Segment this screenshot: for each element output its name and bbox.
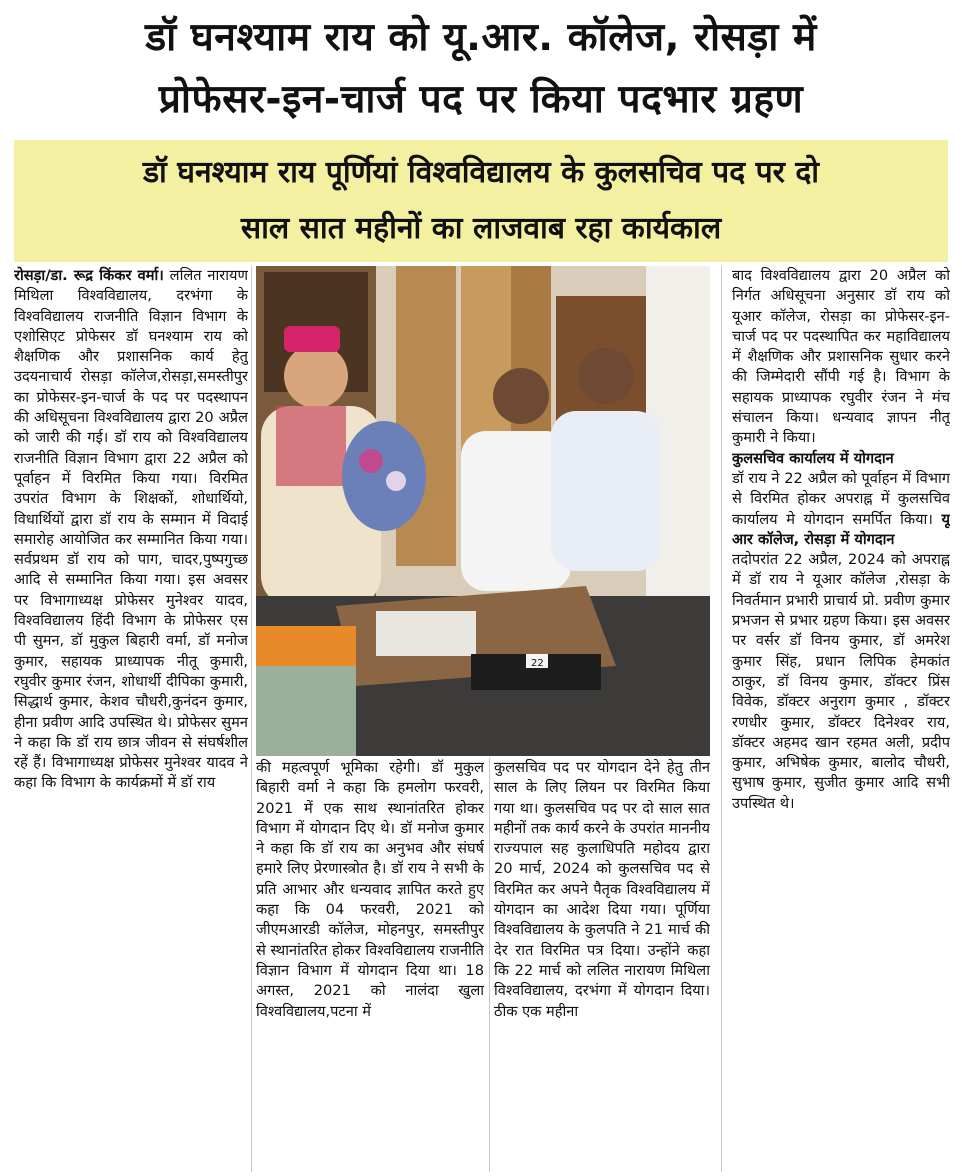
headline-line-1: डॉ घनश्याम राय को यू.आर. कॉलेज, रोसड़ा में <box>145 15 817 60</box>
column-4-end: तदोपरांत 22 अप्रैल, 2024 को अपराह्न में डॉ राय ने यूआर कॉलेज ,रोसड़ा के निवर्तमान प्रभारी प्राचार्य प्रो. प्रवीण कुमार प्रभजन से प्रभार ग्रहण किया। इस अवसर पर वर्सर डॉ विनय कुमार, डॉ अमरेश कुमार सिंह, प्रधान लिपिक हेमकांत ठाकुर, डॉ विनय कुमार, डॉक्टर प्रिंस विवेक, डॉक्टर अनुराग कुमार , डॉक्टर रणधीर कुमार, डॉक्टर दिनेश्वर राय, डॉक्टर अहमद खान रहमत अली, प्रदीप कुमार, अभिषेक कुमार, बालोद चौधरी, सुभाष कुमार, सुजीत कुमार आदि सभी उपस्थित थे। <box>732 551 950 812</box>
column-divider <box>489 758 490 1172</box>
subheadline-line-2: साल सात महीनों का लाजवाब रहा कार्यकाल <box>240 211 722 246</box>
headline-line-2: प्रोफेसर-इन-चार्ज पद पर किया पदभार ग्रहण <box>158 77 804 122</box>
photo-illustration <box>256 266 710 756</box>
column-3-text: कुलसचिव पद पर योगदान देने हेतु तीन साल के लिए लियन पर विरमित किया गया था। कुलसचिव पद पर दो साल सात महीनों तक कार्य करने के उपरांत माननीय राज्यपाल सह कुलाधिपति महोदय द्वारा 20 मार्च, 2024 को कुलसचिव पद से विरमित कर अपने पैतृक विश्वविद्यालय में योगदान का आदेश दिया गया। पूर्णिया विश्वविद्यालय के कुलपति ने 21 मार्च की देर रात विरमित पत्र दिया। उन्होंने कहा कि 22 मार्च को ललित नारायण मिथिला विश्वविद्यालय, दरभंगा में योगदान दिया। ठीक एक महीना <box>494 759 710 1020</box>
article-column-3 <box>494 758 710 1172</box>
subhead-ur-college: यू आर कॉलेज, रोसड़ा में योगदान <box>732 510 950 548</box>
article-column-4 <box>732 266 950 1172</box>
column-4-intro: बाद विश्वविद्यालय द्वारा 20 अप्रैल को निर्गत अधिसूचना अनुसार डॉ राय को यूआर कॉलेज, रोसड़ा का प्रोफेसर-इन-चार्ज पद पर पदस्थापित कर महाविद्यालय में शैक्षणिक और प्रशासनिक सुधार करने की जिम्मेदारी सौंपी गई है। विभाग के सहायक प्राध्यापक रघुवीर रंजन ने मंच संचालन किया। धन्यवाद ज्ञापन नीतू कुमारी ने किया। <box>732 267 950 447</box>
subheadline-banner <box>14 140 948 262</box>
column-1-text: ललित नारायण मिथिला विश्वविद्यालय, दरभंगा के विश्वविद्यालय राजनीति विज्ञान विभाग के एशोसिएट प्रोफेसर डॉ घनश्याम राय को शैक्षणिक और प्रशासनिक कार्य हेतु उदयनाचार्य रोसड़ा कॉलेज,रोसड़ा,समस्तीपुर का प्रोफेसर-इन-चार्ज के पद पर पदस्थापन की अधिसूचना विश्वविद्यालय द्वारा 20 अप्रैल को जारी की गई। डॉ राय को विश्वविद्यालय राजनीति विज्ञान विभाग द्वारा 22 अप्रैल को पूर्वाहन में विरमित किया गया। विरमित उपरांत विभाग के शिक्षकों, शोधार्थियो, विधार्थियों द्वारा डॉ राय के सम्मान में विदाई समारोह आयोजित कर सम्मानित किया गया। सर्वप्रथम डॉ राय को पाग, चादर,पुष्पगुच्छ आदि से सम्मानित किया गया। इस अवसर पर विभागाध्यक्ष प्रोफेसर मुनेश्वर यादव, विश्वविद्यालय हिंदी विभाग के प्रोफेसर एस पी सुमन, डॉ मुकुल बिहारी वर्मा, डॉ मनोज कुमार, सहायक प्राध्यापक नीतू कुमारी, रघुवीर कुमार रंजन, शोधार्थी दीपिका कुमारी, सिद्धार्थ कुमार, केशव चौधरी,कुनंदन कुमार, हीना प्रवीण आदि उपस्थित थे। प्रोफेसर सुमन ने कहा कि डॉ राय छात्र जीवन से संघर्षशील रहें हैं। विभागाध्यक्ष प्रोफेसर मुनेश्वर यादव ने कहा कि विभाग के कार्यक्रमों में डॉ राय <box>14 267 248 792</box>
subheadline-line-1: डॉ घनश्याम राय पूर्णियां विश्वविद्यालय के कुलसचिव पद पर दो <box>142 155 820 190</box>
column-divider <box>251 266 252 1172</box>
article-column-1 <box>14 266 248 1172</box>
column-4-middle: डॉ राय ने 22 अप्रैल को पूर्वाहन में विभाग से विरमित होकर अपराह्न में कुलसचिव कार्यालय मे योगदान समर्पित किया। <box>732 469 950 528</box>
byline: रोसड़ा/डा. रूद्र किंकर वर्मा। <box>14 267 164 284</box>
column-divider <box>721 266 722 1172</box>
article-column-2 <box>256 758 484 1172</box>
subhead-registrar-office: कुलसचिव कार्यालय में योगदान <box>732 449 894 467</box>
event-photo <box>256 266 710 756</box>
desk-nameplate-text: 22 <box>531 658 544 669</box>
column-2-text: की महत्वपूर्ण भूमिका रहेगी। डॉ मुकुल बिहारी वर्मा ने कहा कि हमलोग फरवरी, 2021 में एक साथ स्थानांतरित होकर विभाग में योगदान दिए थे। डॉ मनोज कुमार ने कहा कि डॉ राय का अनुभव और संघर्ष हमारे लिए प्रेरणास्त्रोत है। डॉ राय ने सभी के प्रति आभार और धन्यवाद ज्ञापित करते हुए कहा कि 04 फरवरी, 2021 को जीएमआरडी कॉलेज, मोहनपुर, समस्तीपुर से स्थानांतरित होकर विश्वविद्यालय राजनीति विज्ञान विभाग में योगदान दिया था। 18 अगस्त, 2021 को नालंदा खुला विश्वविद्यालय,पटना में <box>256 759 484 1020</box>
